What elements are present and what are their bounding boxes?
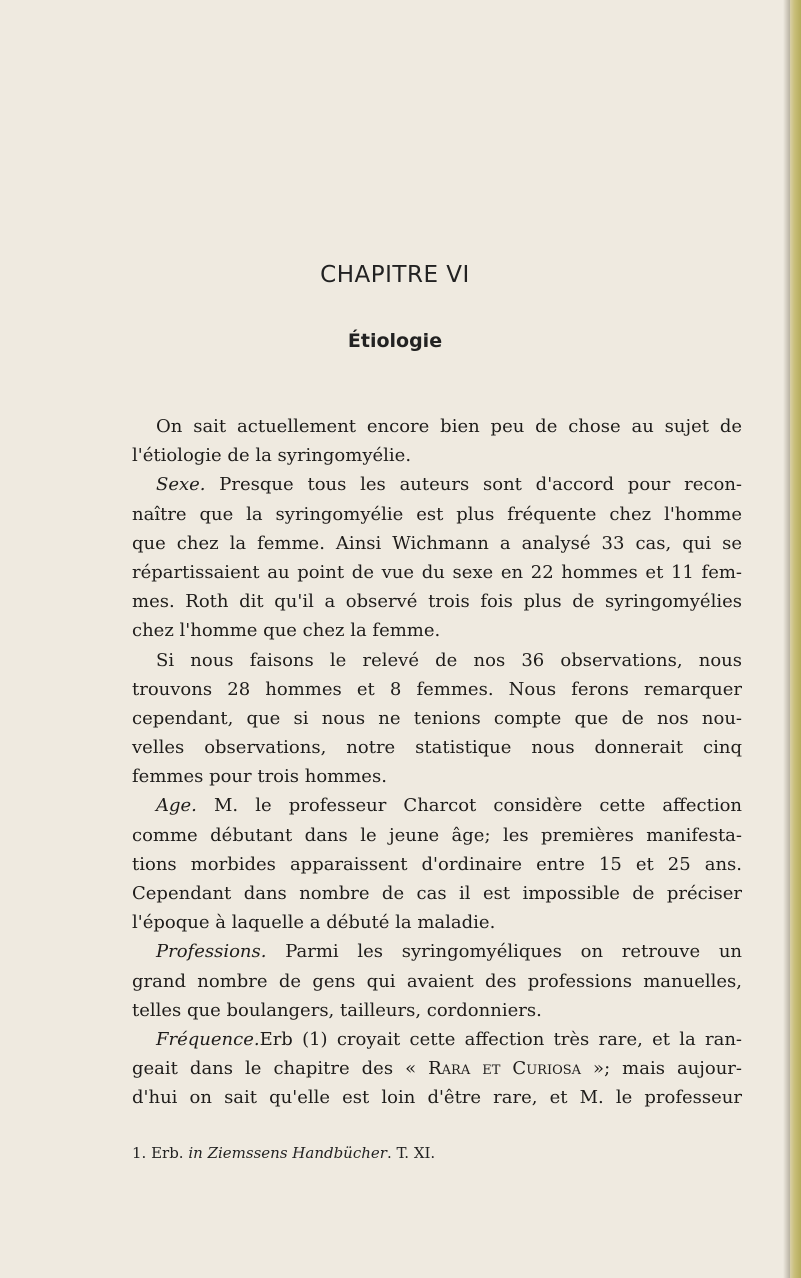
footnote <box>132 1144 435 1162</box>
text-line: trouvons 28 hommes et 8 femmes. Nous ferons remarquer <box>132 678 742 700</box>
text-line: répartissaient au point de vue du sexe en 22 hommes et 11 fem- <box>132 561 742 583</box>
text-line: l'époque à laquelle a débuté la maladie. <box>132 912 496 934</box>
footnote-title: in Ziemssens Handbücher <box>188 1144 387 1162</box>
text-line: Professions. Parmi les syringomyéliques on retrouve un <box>156 941 742 963</box>
text-line: Cependant dans nombre de cas il est impossible de préciser <box>132 883 742 904</box>
text-line: grand nombre de gens qui avaient des professions manuelles, <box>132 970 742 992</box>
text-line: velles observations, notre statistique nous donnerait cinq <box>132 737 742 759</box>
section-title: Étiologie <box>347 330 443 352</box>
text-line: mes. Roth dit qu'il a observé trois fois plus de syringomyélies <box>132 591 742 613</box>
text-line: d'hui on sait qu'elle est loin d'être rare, et M. le professeur <box>132 1087 742 1109</box>
text-line: telles que boulangers, tailleurs, cordonniers. <box>132 999 542 1021</box>
body-text <box>132 412 742 1113</box>
text-line: Si nous faisons le relevé de nos 36 observations, nous <box>156 649 742 671</box>
chapter-heading: CHAPITRE VI <box>320 262 470 288</box>
footnote-number: 1. <box>132 1144 147 1162</box>
section-label-professions: Professions. <box>156 941 267 963</box>
text-line: comme débutant dans le jeune âge; les premières manifesta- <box>132 824 742 846</box>
section-label-frequence: Fréquence. <box>156 1028 260 1050</box>
text-line: cependant, que si nous ne tenions compte que de nos nou- <box>132 707 742 729</box>
text-line: chez l'homme que chez la femme. <box>132 620 441 642</box>
section-label-sexe: Sexe. <box>156 474 206 496</box>
text-line: Fréquence.Erb (1) croyait cette affection très rare, et la ran- <box>156 1028 742 1050</box>
text-line: On sait actuellement encore bien peu de chose au sujet de <box>156 416 742 437</box>
text-line: tions morbides apparaissent d'ordinaire entre 15 et 25 ans. <box>132 853 742 875</box>
text-line: geait dans le chapitre des « Rara et Curiosa »; mais aujour- <box>132 1058 742 1080</box>
section-label-age: Age. <box>156 795 197 817</box>
footnote-volume: . T. XI. <box>386 1144 436 1162</box>
page-right-edge <box>790 0 801 1278</box>
text-line: Age. M. le professeur Charcot considère cette affection <box>156 795 742 817</box>
text-line: Sexe. Presque tous les auteurs sont d'accord pour recon- <box>156 474 742 496</box>
text-line: l'étiologie de la syringomyélie. <box>132 445 412 467</box>
text-line: que chez la femme. Ainsi Wichmann a analysé 33 cas, qui se <box>132 532 742 554</box>
text-line: femmes pour trois hommes. <box>132 766 387 788</box>
rara-et-curiosa: Rara et Curiosa <box>428 1058 582 1080</box>
text-line: naître que la syringomyélie est plus fréquente chez l'homme <box>132 503 742 525</box>
footnote-author: Erb. <box>146 1144 189 1162</box>
